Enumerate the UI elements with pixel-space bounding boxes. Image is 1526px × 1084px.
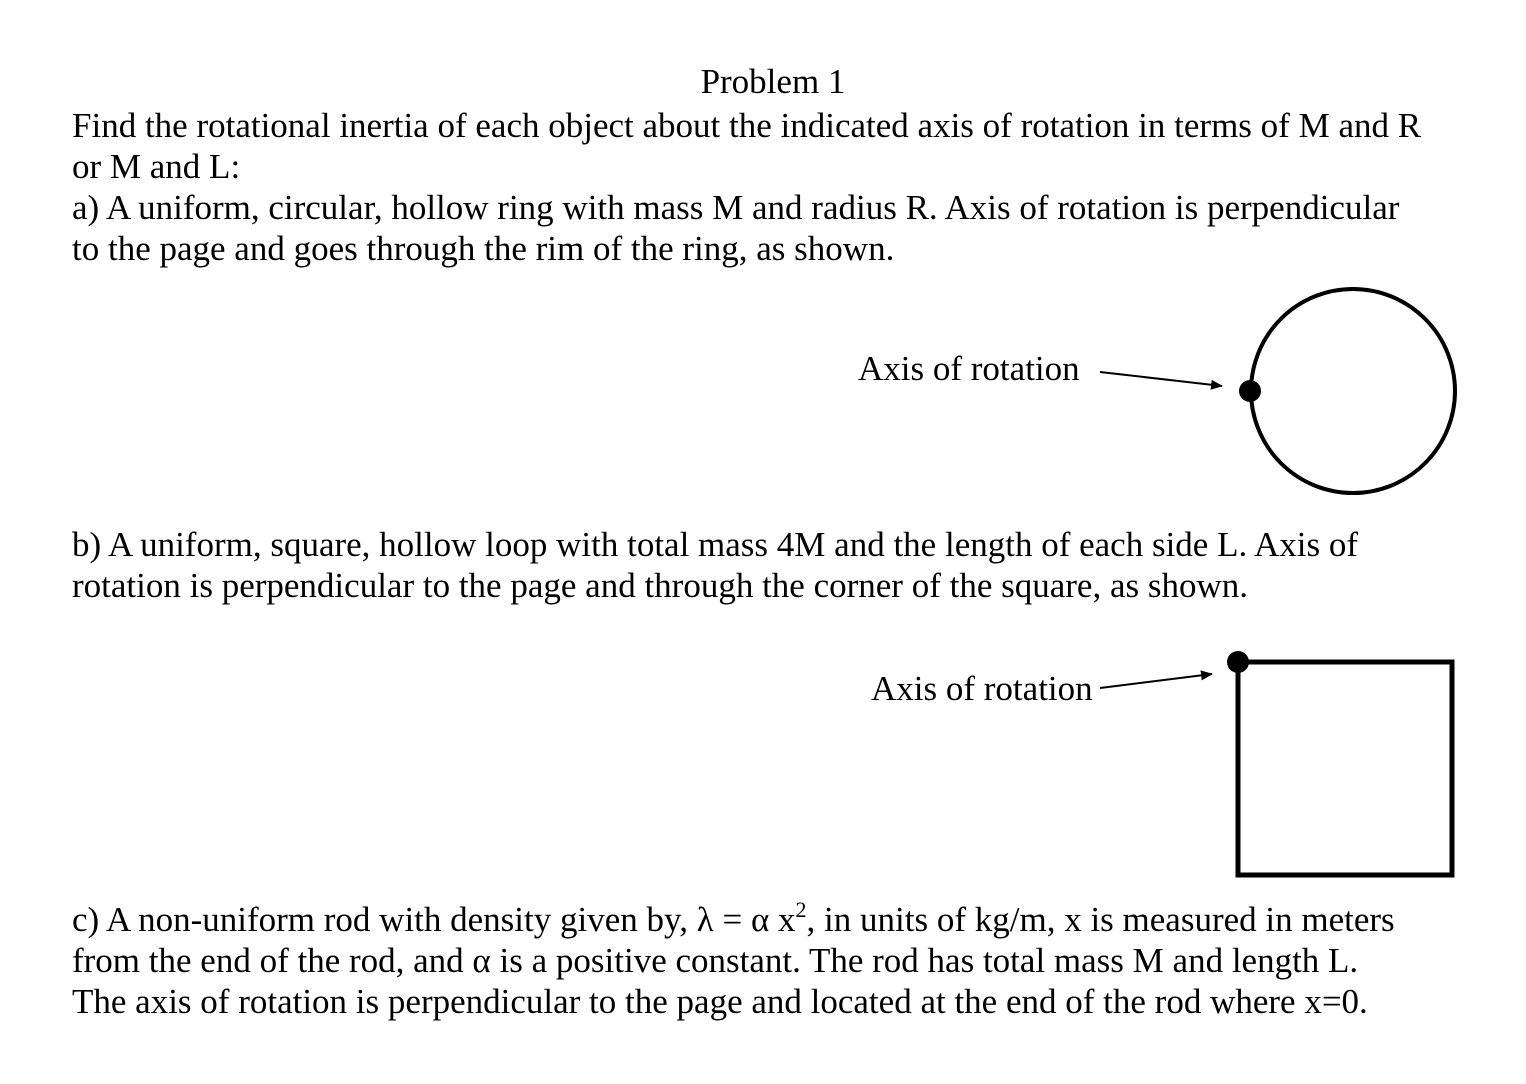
intro-line-2: or M and L: <box>72 147 241 186</box>
part-c-line-1-post: , in units of kg/m, x is measured in meters <box>806 900 1395 939</box>
ring-axis-arrow <box>1100 372 1222 386</box>
part-c-line-3: The axis of rotation is perpendicular to the page and located at the end of the rod where x=0. <box>72 982 1368 1021</box>
part-a-line-1: a) A uniform, circular, hollow ring with mass M and radius R. Axis of rotation is perpendicular <box>72 188 1400 227</box>
square-axis-dot <box>1227 651 1249 673</box>
part-a-axis-label: Axis of rotation <box>858 349 1080 388</box>
part-b-line-2: rotation is perpendicular to the page and through the corner of the square, as shown. <box>72 566 1249 605</box>
part-b-line-1: b) A uniform, square, hollow loop with total mass 4M and the length of each side L. Axis of <box>72 525 1359 564</box>
ring <box>1251 289 1455 493</box>
ring-axis-dot <box>1239 380 1261 402</box>
part-c-line-1-pre: c) A non-uniform rod with density given by, λ = α x <box>72 900 796 939</box>
exponent: 2 <box>795 897 807 922</box>
part-b-axis-label: Axis of rotation <box>871 669 1093 708</box>
part-c-line-2: from the end of the rod, and α is a positive constant. The rod has total mass M and length L. <box>72 941 1359 980</box>
square-axis-arrow <box>1100 674 1212 688</box>
problem-title: Problem 1 <box>700 62 846 101</box>
intro-line-1: Find the rotational inertia of each object about the indicated axis of rotation in terms of M and R <box>72 106 1422 145</box>
square-loop <box>1238 662 1452 875</box>
part-a-line-2: to the page and goes through the rim of the ring, as shown. <box>72 229 895 268</box>
